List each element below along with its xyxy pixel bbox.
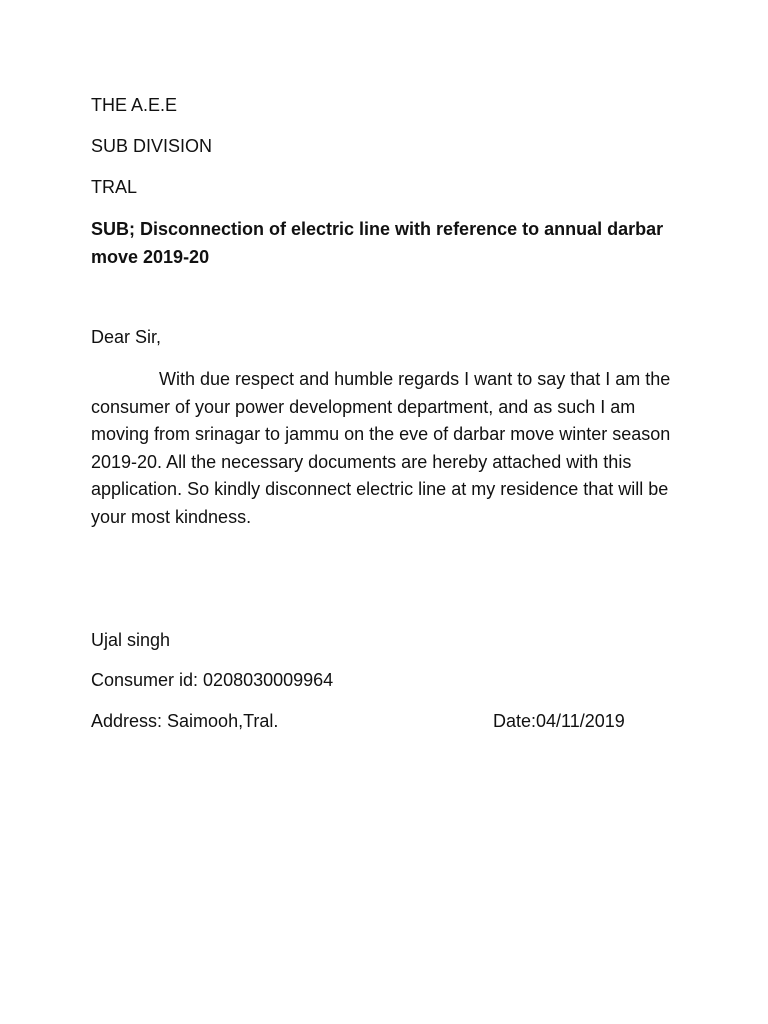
sender-address: Address: Saimooh,Tral. xyxy=(91,711,279,731)
recipient-title: THE A.E.E xyxy=(91,95,178,115)
recipient-location: TRAL xyxy=(91,177,138,197)
letter-body: With due respect and humble regards I want to say that I am the consumer of your power development department, and as such I am moving from srinagar to jammu on the eve of darbar move winter season 2019-20. All the necessary documents are hereby attached with this application. So kindly disconnect electric line at my residence that will be your most kindness. xyxy=(91,369,671,527)
consumer-id: Consumer id: 0208030009964 xyxy=(91,670,334,690)
letter-subject: SUB; Disconnection of electric line with reference to annual darbar move 2019-20 xyxy=(91,219,664,267)
recipient-sub-division: SUB DIVISION xyxy=(91,136,213,156)
sender-name: Ujal singh xyxy=(91,630,171,650)
salutation: Dear Sir, xyxy=(91,327,162,347)
letter-date: Date:04/11/2019 xyxy=(493,711,625,731)
